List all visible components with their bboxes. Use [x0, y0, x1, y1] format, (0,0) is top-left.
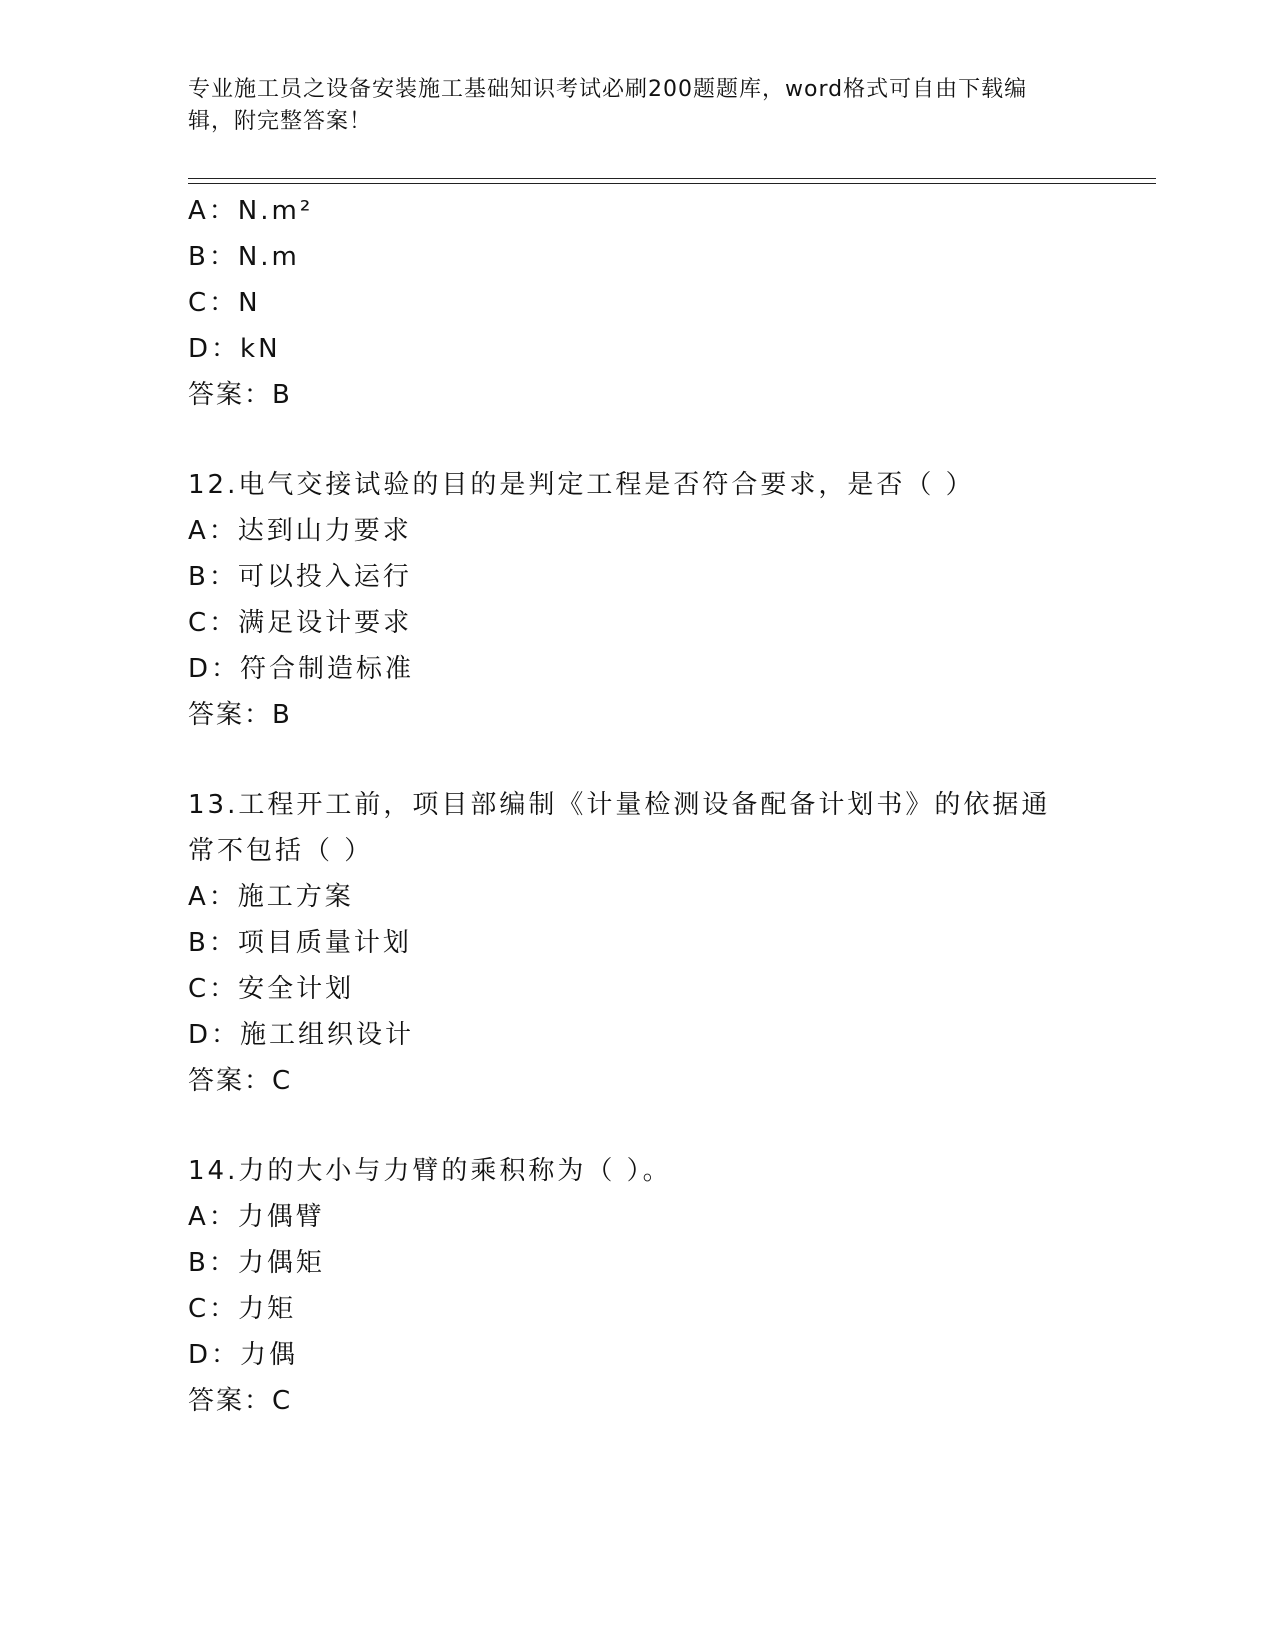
- option-c: C：力矩: [188, 1294, 297, 1324]
- option-a: A：施工方案: [188, 882, 354, 912]
- question-spacer: [188, 1104, 1088, 1148]
- option-a: A：力偶臂: [188, 1202, 325, 1232]
- question-list: [188, 188, 1088, 1424]
- answer-text: 答案：C: [188, 1066, 293, 1096]
- question-stem: 12.电气交接试验的目的是判定工程是否符合要求，是否（ ）: [188, 470, 975, 500]
- option-d: D：kN: [188, 334, 281, 364]
- document-title: 专业施工员之设备安装施工基础知识考试必刷200题题库，word格式可自由下载编辑，附完整答案！: [188, 77, 1028, 134]
- option-d: D：力偶: [188, 1340, 299, 1370]
- question-stem: 14.力的大小与力臂的乘积称为（ ）。: [188, 1156, 672, 1186]
- answer-text: 答案：C: [188, 1386, 293, 1416]
- question-spacer: [188, 738, 1088, 782]
- option-b: B：项目质量计划: [188, 928, 412, 958]
- header-rule-top: [188, 178, 1156, 179]
- question-block: [188, 188, 1088, 418]
- option-d: D：符合制造标准: [188, 654, 415, 684]
- option-b: B：力偶矩: [188, 1248, 325, 1278]
- option-b: B：可以投入运行: [188, 562, 412, 592]
- option-a: A：达到山力要求: [188, 516, 412, 546]
- question-block: [188, 1148, 1088, 1424]
- answer-text: 答案：B: [188, 380, 292, 410]
- option-b: B：N.m: [188, 242, 300, 272]
- question-spacer: [188, 418, 1088, 462]
- answer-text: 答案：B: [188, 700, 292, 730]
- option-a: A：N.m²: [188, 196, 314, 226]
- option-c: C：N: [188, 288, 261, 318]
- option-c: C：安全计划: [188, 974, 355, 1004]
- question-stem: 13.工程开工前，项目部编制《计量检测设备配备计划书》的依据通常不包括（ ）: [188, 790, 1051, 866]
- header-rule-bottom: [188, 183, 1156, 184]
- option-d: D：施工组织设计: [188, 1020, 415, 1050]
- option-c: C：满足设计要求: [188, 608, 413, 638]
- question-block: [188, 462, 1088, 738]
- question-block: [188, 782, 1088, 1104]
